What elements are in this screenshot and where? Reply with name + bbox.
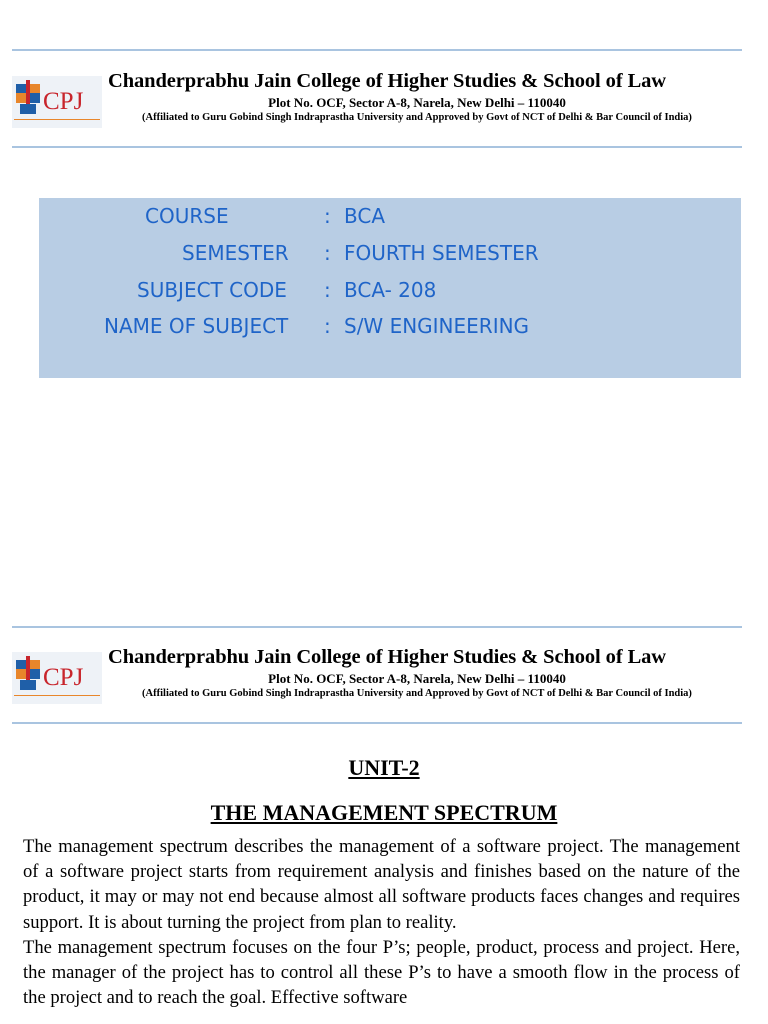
college-address: Plot No. OCF, Sector A-8, Narela, New Delhi – 110040 [268,671,566,686]
paragraph: The management spectrum focuses on the four P’s; people, product, process and project. Here, the manager of the project has to control all these P’s to have a smooth flow in the process of the project and to reach the goal. Effective software [23,936,740,1009]
course-info-box [39,198,741,378]
subject-code-row [39,278,741,308]
semester-row [39,241,741,271]
header-bottom-rule [12,722,742,724]
section-title: THE MANAGEMENT SPECTRUM [210,800,558,825]
paragraph: The management spectrum describes the management of a software project. The management of a software project starts from requirement analysis and finishes based on the nature of the product, it may or may not end because almost all software products faces changes and requires support. It is about turning the project from plan to reality. [23,836,740,933]
svg-text:CPJ: CPJ [43,88,84,115]
header-top-rule [12,626,742,628]
course-label: COURSE [145,204,229,228]
subject-name-colon: : [324,314,331,338]
svg-text:CPJ: CPJ [43,664,84,691]
header-bottom-rule [12,146,742,148]
semester-label: SEMESTER [182,241,289,265]
header-top-rule [12,49,742,51]
subject-name-value: S/W ENGINEERING [344,314,530,338]
unit-title: UNIT-2 [348,755,420,780]
college-name: Chanderprabhu Jain College of Higher Studies & School of Law [108,70,667,92]
college-address: Plot No. OCF, Sector A-8, Narela, New Delhi – 110040 [268,95,566,110]
subject-name-label: NAME OF SUBJECT [104,314,289,338]
content-slide [0,612,768,1024]
cpj-logo-icon [12,652,102,704]
subject-code-label: SUBJECT CODE [137,278,287,302]
semester-colon: : [324,241,331,265]
college-affiliation: (Affiliated to Guru Gobind Singh Indraprastha University and Approved by Govt of NCT of Delhi & Bar Council of India) [142,688,692,699]
course-row [39,204,741,234]
semester-value: FOURTH SEMESTER [344,241,539,265]
subject-name-row [39,314,741,344]
cpj-logo-icon [12,76,102,128]
college-name: Chanderprabhu Jain College of Higher Studies & School of Law [108,646,667,668]
course-value: BCA [344,204,386,228]
subject-code-colon: : [324,278,331,302]
course-colon: : [324,204,331,228]
body-text [23,834,740,1010]
subject-code-value: BCA- 208 [344,278,437,302]
college-affiliation: (Affiliated to Guru Gobind Singh Indraprastha University and Approved by Govt of NCT of Delhi & Bar Council of India) [142,112,692,123]
